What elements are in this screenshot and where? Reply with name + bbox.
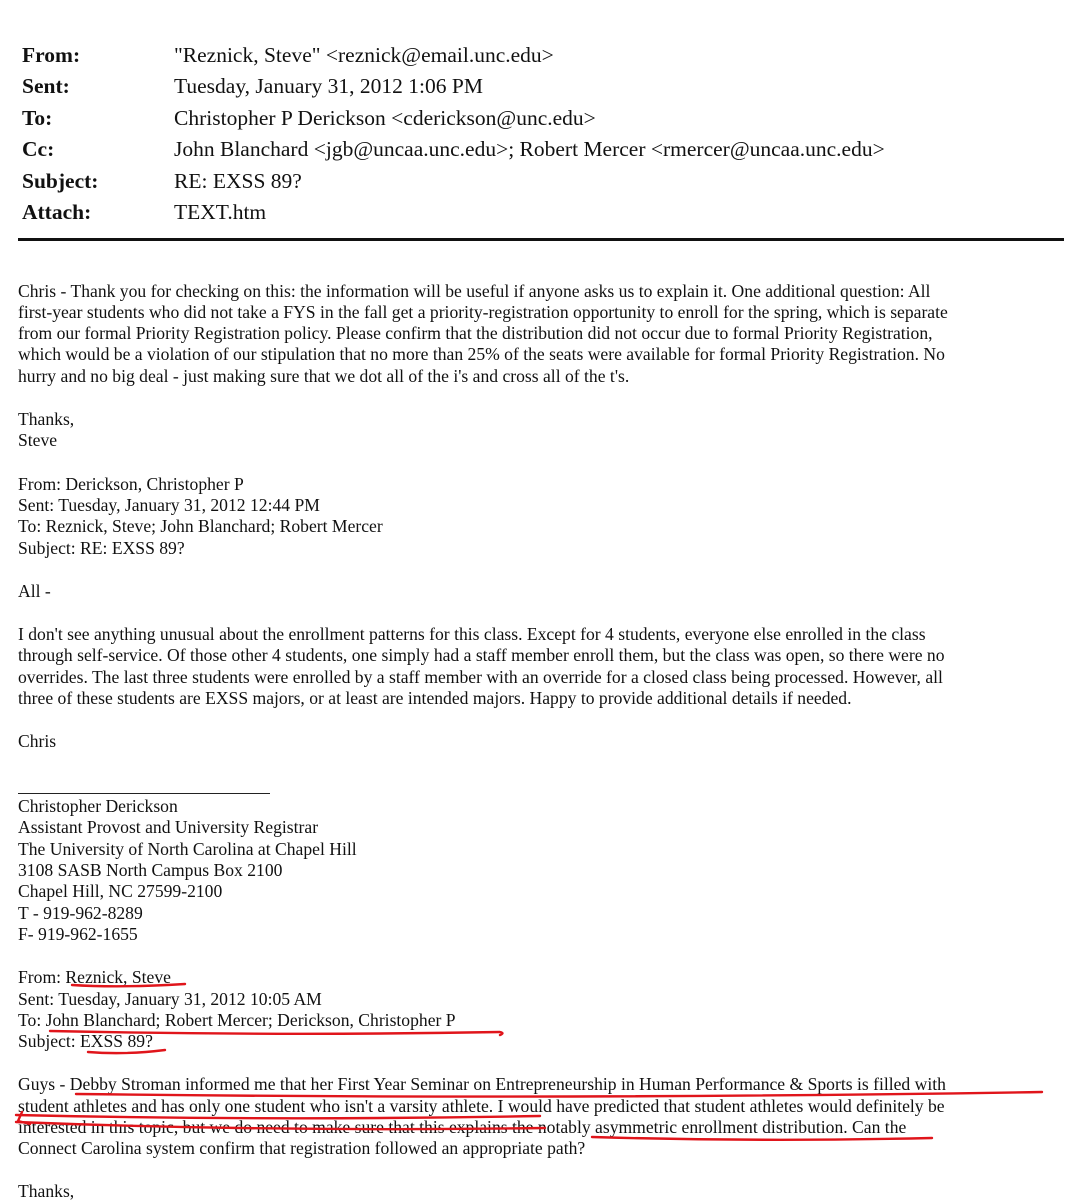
quoted2-line: Guys - Debby Stroman informed me that her First Year Seminar on Entrepreneurship in Human Performance & Sports is filled with: [18, 1074, 946, 1094]
message1-line: Chris - Thank you for checking on this: the information will be useful if anyone asks us to explain it. One additional question: All: [18, 281, 931, 301]
quoted1-line: three of these students are EXSS majors, or at least are intended majors. Happy to provide additional details if needed.: [18, 688, 852, 708]
quoted1-subject: Subject: RE: EXSS 89?: [18, 538, 185, 558]
message1-closing: Thanks,: [18, 409, 75, 429]
quoted1-from: From: Derickson, Christopher P: [18, 474, 244, 494]
signature-name: Christopher Derickson: [18, 796, 178, 816]
quoted2-subject: Subject: EXSS 89?: [18, 1031, 153, 1051]
cc-value: John Blanchard <jgb@uncaa.unc.edu>; Robert Mercer <rmercer@uncaa.unc.edu>: [174, 137, 885, 161]
attach-value: TEXT.htm: [174, 200, 267, 224]
signature-address2: Chapel Hill, NC 27599-2100: [18, 881, 223, 901]
from-value: "Reznick, Steve" <reznick@email.unc.edu>: [174, 43, 554, 67]
quoted1-sent: Sent: Tuesday, January 31, 2012 12:44 PM: [18, 495, 320, 515]
quoted2-line: student athletes and has only one student who isn't a varsity athlete. I would have predicted that student athletes would definitely be: [18, 1096, 945, 1116]
message1-line: first-year students who did not take a FYS in the fall get a priority-registration opportunity to enroll for the spring, which is separate: [18, 302, 948, 322]
signature-divider: [18, 793, 270, 794]
message1-signature: Steve: [18, 430, 58, 450]
from-label: From:: [22, 43, 81, 67]
signature-title: Assistant Provost and University Registrar: [18, 817, 319, 837]
header-divider: [18, 238, 1064, 241]
quoted1-to: To: Reznick, Steve; John Blanchard; Robert Mercer: [18, 516, 383, 536]
quoted2-from: From: Reznick, Steve: [18, 967, 171, 987]
to-value: Christopher P Derickson <cderickson@unc.edu>: [174, 106, 596, 130]
quoted2-sent: Sent: Tuesday, January 31, 2012 10:05 AM: [18, 989, 322, 1009]
quoted2-to: To: John Blanchard; Robert Mercer; Derickson, Christopher P: [18, 1010, 456, 1030]
sent-label: Sent:: [22, 74, 70, 98]
quoted2-line: interested in this topic, but we do need to make sure that this explains the notably asymmetric enrollment distribution. Can the: [18, 1117, 907, 1137]
attach-label: Attach:: [22, 200, 92, 224]
signature-address1: 3108 SASB North Campus Box 2100: [18, 860, 283, 880]
quoted1-line: I don't see anything unusual about the enrollment patterns for this class. Except for 4 students, everyone else enrolled in the class: [18, 624, 926, 644]
cc-label: Cc:: [22, 137, 55, 161]
subject-label: Subject:: [22, 169, 99, 193]
message1-line: which would be a violation of our stipulation that no more than 25% of the seats were available for formal Priority Registration. No: [18, 344, 945, 364]
quoted1-greeting: All -: [18, 581, 51, 601]
quoted2-line: Connect Carolina system confirm that registration followed an appropriate path?: [18, 1138, 586, 1158]
signature-fax: F- 919-962-1655: [18, 924, 138, 944]
quoted1-signoff: Chris: [18, 731, 57, 751]
message1-line: from our formal Priority Registration policy. Please confirm that the distribution did not occur due to formal Priority Registration,: [18, 323, 933, 343]
subject-value: RE: EXSS 89?: [174, 169, 302, 193]
quoted1-line: overrides. The last three students were enrolled by a staff member with an override for a closed class being processed. However, all: [18, 667, 943, 687]
quoted2-closing: Thanks,: [18, 1181, 75, 1201]
quoted1-line: through self-service. Of those other 4 students, one simply had a staff member enroll them, but the class was open, so there were no: [18, 645, 945, 665]
signature-org: The University of North Carolina at Chapel Hill: [18, 839, 357, 859]
sent-value: Tuesday, January 31, 2012 1:06 PM: [174, 74, 483, 98]
signature-phone: T - 919-962-8289: [18, 903, 143, 923]
message1-line: hurry and no big deal - just making sure that we dot all of the i's and cross all of the t's.: [18, 366, 630, 386]
to-label: To:: [22, 106, 53, 130]
